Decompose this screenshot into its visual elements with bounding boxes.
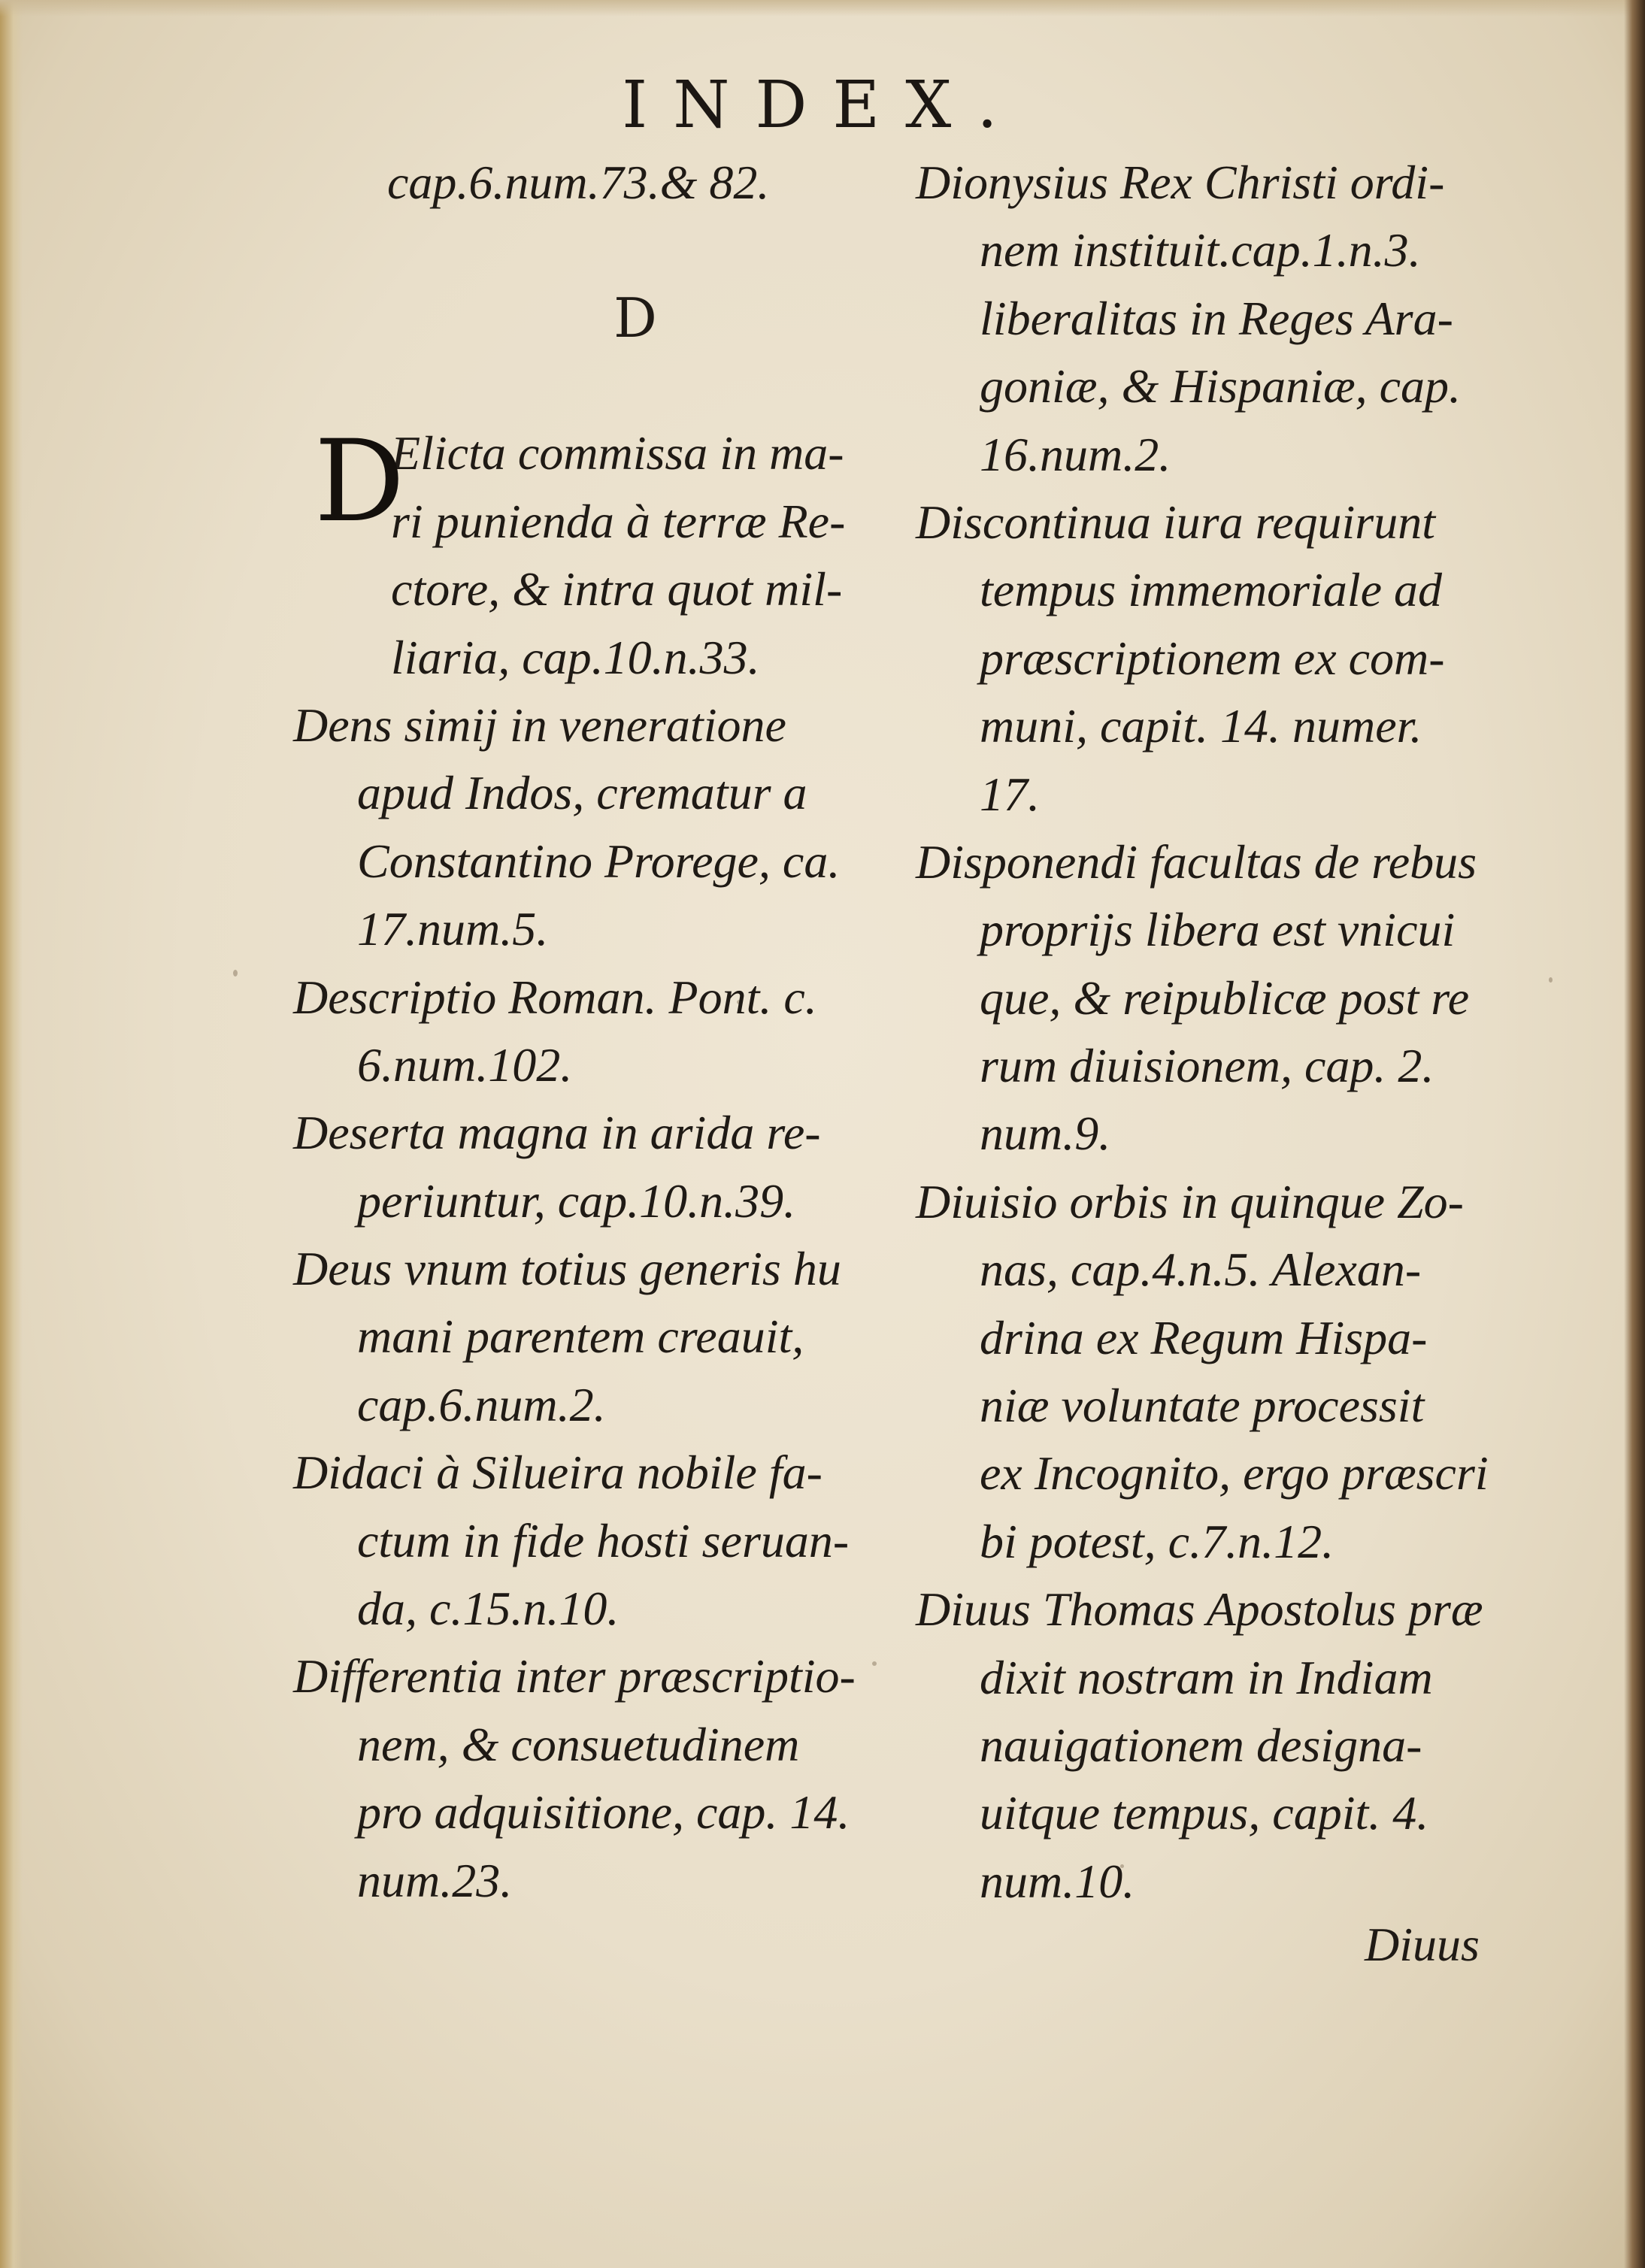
entry-line: nem, & consuetudinem bbox=[357, 1717, 800, 1771]
entry-line: Deus vnum totius generis hu bbox=[293, 1242, 841, 1296]
index-entry bbox=[293, 964, 902, 1100]
entry-line: que, & reipublicæ post re bbox=[980, 970, 1470, 1025]
drop-cap: D bbox=[314, 416, 405, 548]
entry-line: Constantino Prorege, ca. bbox=[357, 834, 841, 888]
index-column-right bbox=[916, 149, 1525, 1915]
entry-line: Discontinua iura requirunt bbox=[916, 495, 1435, 549]
entry-continuation: cap.6.num.73.& 82. bbox=[387, 156, 770, 209]
index-entry bbox=[916, 1168, 1525, 1576]
entry-line: præscriptionem ex com- bbox=[980, 631, 1445, 685]
index-entry bbox=[293, 1439, 902, 1643]
index-entry bbox=[916, 1576, 1525, 1915]
entry-line: Dionysius Rex Christi ordi- bbox=[916, 156, 1445, 209]
entry-line: uitque tempus, capit. 4. bbox=[980, 1786, 1429, 1840]
entry-line: num.23. bbox=[357, 1853, 513, 1907]
index-entry-delicta bbox=[293, 416, 902, 692]
entry-line: nas, cap.4.n.5. Alexan- bbox=[980, 1243, 1422, 1297]
page-right-edge bbox=[1624, 0, 1645, 2268]
entry-line: Descriptio Roman. Pont. c. bbox=[293, 970, 817, 1024]
page-header: INDEX. bbox=[622, 68, 1023, 143]
section-letter-heading: D bbox=[613, 286, 657, 350]
entry-line: da, c.15.n.10. bbox=[357, 1582, 620, 1636]
entry-line: cap.6.num.2. bbox=[357, 1377, 606, 1431]
index-entry bbox=[293, 1099, 902, 1235]
index-entry bbox=[293, 1643, 902, 1915]
entry-line: ctore, & intra quot mil- bbox=[391, 562, 843, 616]
index-column-left bbox=[293, 149, 902, 1915]
entry-line: niæ voluntate processit bbox=[980, 1379, 1425, 1433]
entry-line: rum diuisionem, cap. 2. bbox=[980, 1039, 1434, 1093]
entry-line: nem instituit.cap.1.n.3. bbox=[980, 223, 1421, 277]
paper-speck bbox=[1549, 977, 1553, 983]
entry-line: bi potest, c.7.n.12. bbox=[980, 1514, 1334, 1568]
entry-line: 16.num.2. bbox=[980, 427, 1171, 481]
paper-speck bbox=[233, 970, 238, 977]
entry-line: num.9. bbox=[980, 1107, 1111, 1161]
entry-line: drina ex Regum Hispa- bbox=[980, 1310, 1428, 1364]
entry-line: mani parentem creauit, bbox=[357, 1310, 804, 1364]
entry-line: 17.num.5. bbox=[357, 902, 549, 956]
entry-line: apud Indos, crematur a bbox=[357, 766, 807, 820]
index-entry bbox=[916, 149, 1525, 489]
entry-line: nauigationem designa- bbox=[980, 1718, 1422, 1772]
entry-line: Dens simij in veneratione bbox=[293, 698, 786, 752]
entry-line: Elicta commissa in ma- bbox=[391, 426, 844, 480]
page-top-edge bbox=[0, 0, 1645, 17]
entry-line: dixit nostram in Indiam bbox=[980, 1650, 1433, 1704]
entry-line: tempus immemoriale ad bbox=[980, 563, 1443, 617]
entry-line: proprijs libera est vnicui bbox=[980, 903, 1456, 957]
page-gutter-shadow bbox=[0, 0, 23, 2268]
entry-line: ctum in fide hosti seruan- bbox=[357, 1513, 850, 1567]
index-entry bbox=[916, 489, 1525, 828]
entry-line: muni, capit. 14. numer. bbox=[980, 699, 1422, 753]
entry-line: periuntur, cap.10.n.39. bbox=[357, 1173, 796, 1228]
entry-line: Disponendi facultas de rebus bbox=[916, 834, 1477, 889]
entry-line: pro adquisitione, cap. 14. bbox=[357, 1785, 850, 1840]
catchword: Diuus bbox=[1365, 1918, 1480, 1971]
entry-line: goniæ, & Hispaniæ, cap. bbox=[980, 359, 1462, 413]
entry-line: Diuisio orbis in quinque Zo- bbox=[916, 1174, 1464, 1228]
entry-line: ex Incognito, ergo præscri bbox=[980, 1446, 1489, 1500]
entry-line: Deserta magna in arida re- bbox=[293, 1106, 821, 1160]
entry-line: 6.num.102. bbox=[357, 1037, 573, 1092]
entry-line: 17. bbox=[980, 767, 1040, 821]
entry-line: liberalitas in Reges Ara- bbox=[980, 291, 1453, 345]
entry-line: ri punienda à terræ Re- bbox=[391, 494, 846, 548]
index-entry bbox=[293, 692, 902, 964]
entry-line: liaria, cap.10.n.33. bbox=[391, 630, 760, 684]
index-entry bbox=[916, 828, 1525, 1168]
entry-line: Didaci à Silueira nobile fa- bbox=[293, 1446, 822, 1500]
index-entry bbox=[293, 1235, 902, 1439]
entry-line: num.10. bbox=[980, 1854, 1135, 1908]
entry-line: Differentia inter præscriptio- bbox=[293, 1649, 856, 1703]
entry-line: Diuus Thomas Apostolus præ bbox=[916, 1582, 1483, 1637]
